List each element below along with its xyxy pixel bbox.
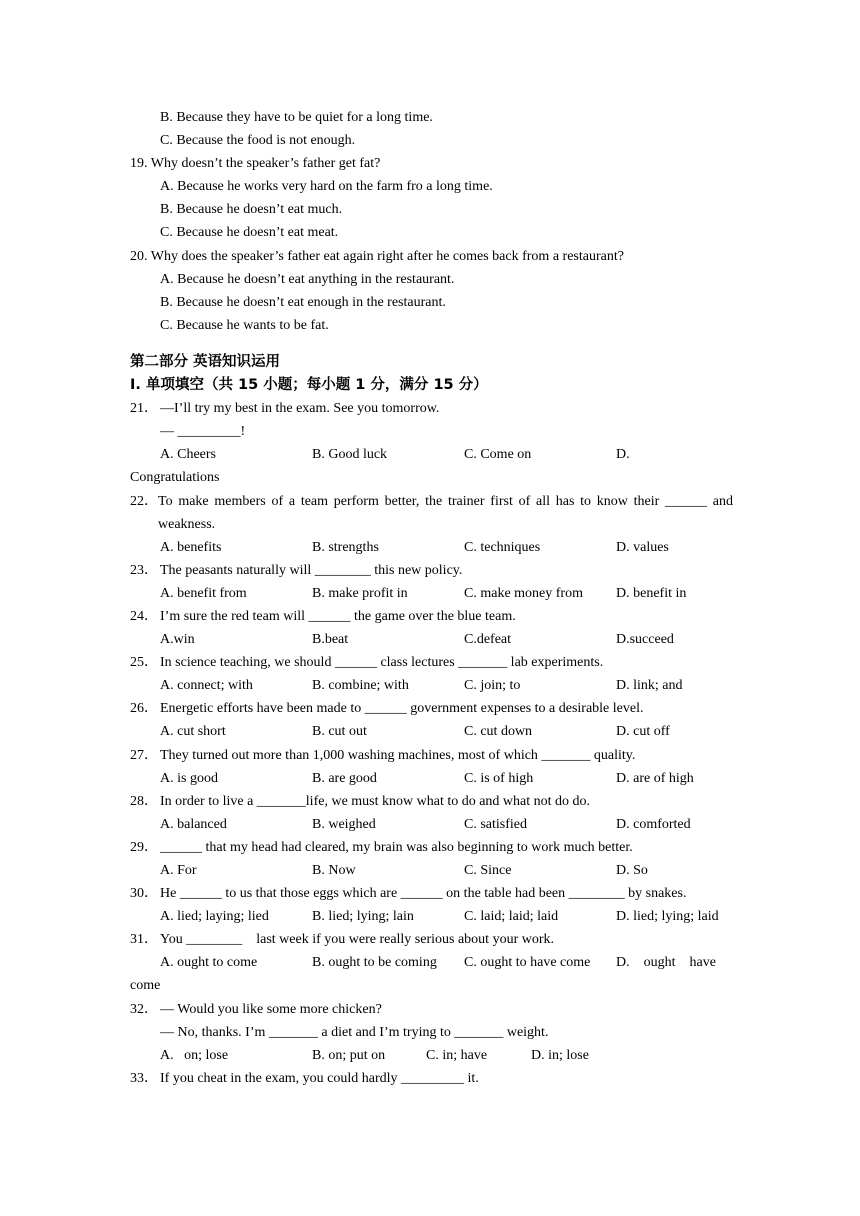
q27-option-c: C. is of high — [464, 770, 534, 786]
q32-options — [130, 1044, 733, 1067]
page-content — [130, 106, 733, 1090]
q21 — [130, 397, 733, 420]
section-subtitle: Ⅰ. 单项填空（共 15 小题；每小题 1 分，满分 15 分） — [130, 377, 488, 394]
q18-option-c: C. Because the food is not enough. — [160, 133, 356, 149]
q19-option-c: C. Because he doesn’t eat meat. — [160, 225, 339, 241]
q21-reply: — _________! — [160, 424, 246, 440]
q31-option-d-overflow: come — [130, 978, 161, 994]
section-title: 第二部分 英语知识运用 — [130, 353, 281, 370]
q31-option-d: D. ought have — [616, 955, 716, 971]
q27-option-d: D. are of high — [616, 770, 694, 786]
q31 — [130, 928, 733, 951]
q27-number: 27． — [130, 747, 158, 763]
q25 — [130, 651, 733, 697]
q25-stem: In science teaching, we should ______ class lectures _______ lab experiments. — [160, 655, 604, 671]
q28-option-d: D. comforted — [616, 816, 691, 832]
q24-option-b: B.beat — [312, 632, 349, 648]
q23-option-d: D. benefit in — [616, 585, 687, 601]
q30-stem: He ______ to us that those eggs which are ______ on the table had been ________ by snakes. — [160, 886, 687, 902]
q31-option-a: A. ought to come — [160, 955, 258, 971]
q23-stem: The peasants naturally will ________ this new policy. — [160, 562, 463, 578]
q32-reply: — No, thanks. I’m _______ a diet and I’m trying to _______ weight. — [160, 1024, 549, 1040]
q29 — [130, 836, 733, 882]
q32-option-c: C. in; have — [426, 1047, 488, 1063]
q29-option-d: D. So — [616, 863, 648, 878]
q31-number: 31． — [130, 932, 158, 948]
q29-option-c: C. Since — [464, 863, 512, 878]
q24-stem: I’m sure the red team will ______ the game over the blue team. — [160, 608, 516, 624]
q32-option-b: B. on; put on — [312, 1047, 386, 1063]
q19-stem: 19. Why doesn’t the speaker’s father get fat? — [130, 156, 381, 172]
q28-stem: In order to live a _______life, we must know what to do and what not do do. — [160, 793, 591, 809]
q26-stem: Energetic efforts have been made to ______ government expenses to a desirable level. — [160, 701, 644, 717]
q20-option-c: C. Because he wants to be fat. — [160, 317, 329, 333]
q19-option-b: B. Because he doesn’t eat much. — [160, 202, 343, 218]
q28-option-b: B. weighed — [312, 816, 376, 832]
q28 — [130, 790, 733, 836]
q29-option-a: A. For — [160, 863, 197, 878]
q33-number: 33． — [130, 1070, 158, 1086]
q30 — [130, 882, 733, 928]
q20-option-b: B. Because he doesn’t eat enough in the restaurant. — [160, 294, 446, 310]
q29-stem: ______ that my head had cleared, my brain was also beginning to work much better. — [160, 839, 633, 855]
q26-option-a: A. cut short — [160, 724, 226, 740]
q26 — [130, 697, 733, 743]
q23-number: 23． — [130, 562, 158, 578]
q30-option-c: C. laid; laid; laid — [464, 909, 559, 925]
q25-option-d: D. link; and — [616, 678, 683, 694]
q21-options — [130, 443, 733, 466]
q26-option-c: C. cut down — [464, 724, 533, 740]
q26-option-d: D. cut off — [616, 724, 670, 740]
q23 — [130, 559, 733, 605]
q25-option-c: C. join; to — [464, 678, 521, 694]
q21-option-d: D. — [616, 447, 630, 463]
q33 — [130, 1067, 733, 1090]
q30-option-a: A. lied; laying; lied — [160, 909, 269, 925]
q18-option-b: B. Because they have to be quiet for a long time. — [160, 110, 433, 125]
q29-number: 29． — [130, 839, 158, 855]
q22-option-d: D. values — [616, 539, 669, 555]
section-spacer — [130, 337, 733, 351]
q27 — [130, 744, 733, 790]
q30-option-b: B. lied; lying; lain — [312, 909, 414, 925]
q20-stem: 20. Why does the speaker’s father eat again right after he comes back from a restaurant? — [130, 248, 624, 264]
q24-number: 24． — [130, 608, 158, 624]
q30-option-d: D. lied; lying; laid — [616, 909, 719, 925]
q22-number: 22． — [130, 493, 158, 509]
q25-option-a: A. connect; with — [160, 678, 253, 694]
q26-number: 26． — [130, 701, 158, 717]
q32-number: 32． — [130, 1001, 158, 1017]
q31-option-b: B. ought to be coming — [312, 955, 437, 971]
q33-stem: If you cheat in the exam, you could hardly _________ it. — [160, 1070, 479, 1086]
q22-options — [130, 536, 733, 559]
q20-option-a: A. Because he doesn’t eat anything in the restaurant. — [160, 271, 455, 287]
q29-option-b: B. Now — [312, 863, 356, 878]
q23-option-b: B. make profit in — [312, 585, 408, 601]
q32 — [130, 998, 733, 1021]
q24 — [130, 605, 733, 651]
q31-stem: You ________ last week if you were really serious about your work. — [160, 932, 555, 948]
q23-option-c: C. make money from — [464, 585, 583, 601]
q19-option-a: A. Because he works very hard on the farm fro a long time. — [160, 179, 493, 195]
q21-option-c: C. Come on — [464, 447, 532, 463]
q31-option-c: C. ought to have come — [464, 955, 591, 971]
q22-option-c: C. techniques — [464, 539, 541, 555]
q21-option-b: B. Good luck — [312, 447, 388, 463]
q30-number: 30． — [130, 886, 158, 902]
q21-number: 21． — [130, 401, 158, 417]
q25-option-b: B. combine; with — [312, 678, 409, 694]
q26-option-b: B. cut out — [312, 724, 367, 740]
q32-option-d: D. in; lose — [531, 1047, 589, 1063]
q22-stem: To make members of a team perform better, the trainer first of all has to know their ______ and weakness. — [158, 493, 733, 532]
q25-number: 25． — [130, 655, 158, 671]
q32-stem: — Would you like some more chicken? — [160, 1001, 382, 1017]
q27-option-a: A. is good — [160, 770, 218, 786]
q24-option-c: C.defeat — [464, 632, 512, 648]
q22-option-a: A. benefits — [160, 539, 222, 555]
q27-stem: They turned out more than 1,000 washing machines, most of which _______ quality. — [160, 747, 636, 763]
q23-option-a: A. benefit from — [160, 585, 247, 601]
q28-number: 28． — [130, 793, 158, 809]
q32-option-a: A. on; lose — [160, 1047, 229, 1063]
q27-option-b: B. are good — [312, 770, 377, 786]
q24-option-d: D.succeed — [616, 632, 674, 648]
q28-option-a: A. balanced — [160, 816, 227, 832]
q21-stem: —I’ll try my best in the exam. See you tomorrow. — [160, 401, 440, 417]
q21-option-d-overflow: Congratulations — [130, 470, 220, 486]
q28-option-c: C. satisfied — [464, 816, 527, 832]
q24-option-a: A.win — [160, 632, 195, 648]
q22-option-b: B. strengths — [312, 539, 379, 555]
q21-option-a: A. Cheers — [160, 447, 216, 463]
q22 — [130, 490, 733, 536]
q31-options — [130, 951, 733, 974]
